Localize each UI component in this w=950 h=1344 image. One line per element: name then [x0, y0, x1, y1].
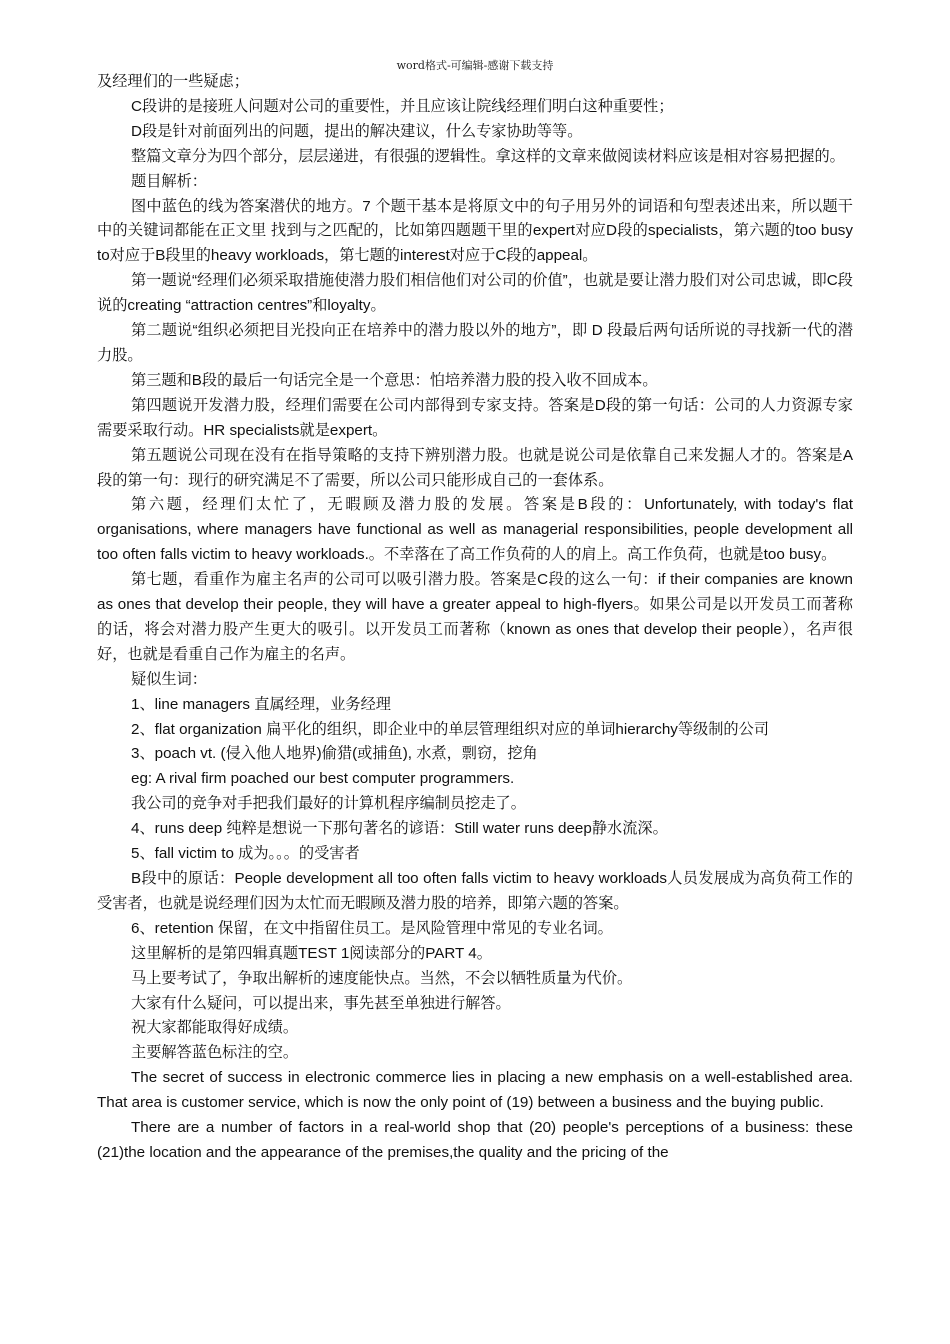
paragraph: 第七题，看重作为雇主名声的公司可以吸引潜力股。答案是C段的这么一句：if their companies are known as ones that develop their people, they will have a greater appeal to high-flyers。如果公司是以开发员工而著称的话，将会对潜力股产生更大的吸引。以开发员工而著称（known as ones that develop their people），名声很好，也就是看重自己作为雇主的名声。	[97, 571, 853, 663]
paragraph: 整篇文章分为四个部分，层层递进，有很强的逻辑性。拿这样的文章来做阅读材料应该是相对容易把握的。	[131, 147, 845, 165]
paragraph: 第五题说公司现在没有在指导策略的支持下辨别潜力股。也就是说公司是依靠自己来发掘人才的。答案是A段的第一句：现行的研究满足不了需要，所以公司只能形成自己的一套体系。	[97, 446, 853, 489]
vocab-item: 4、runs deep 纯粹是想说一下那句著名的谚语：Still water runs deep静水流深。	[131, 820, 668, 838]
paragraph: 马上要考试了，争取出解析的速度能快点。当然，不会以牺牲质量为代价。	[131, 969, 633, 987]
vocab-item: 1、line managers 直属经理，业务经理	[131, 695, 391, 713]
paragraph: 第三题和B段的最后一句话完全是一个意思：怕培养潜力股的投入收不回成本。	[131, 371, 658, 389]
vocab-example-translation: 我公司的竞争对手把我们最好的计算机程序编制员挖走了。	[131, 795, 526, 813]
paragraph: D段是针对前面列出的问题，提出的解决建议，什么专家协助等等。	[131, 122, 583, 140]
document-body	[97, 70, 853, 1166]
paragraph: 第六题，经理们太忙了，无暇顾及潜力股的发展。答案是B段的：Unfortunately, with today's flat organisations, where managers have functional as well as managerial responsibilities, people development all too often falls victim to heavy workloads.。不幸落在了高工作负荷的人的肩上。高工作负荷，也就是too busy。	[97, 496, 853, 564]
english-passage-paragraph: The secret of success in electronic commerce lies in placing a new emphasis on a well-established area. That area is customer service, which is now the only point of (19) between a business and the buying public.	[97, 1069, 853, 1112]
vocab-item: 6、retention 保留，在文中指留住员工。是风险管理中常见的专业名词。	[131, 919, 613, 937]
section-heading: 题目解析：	[131, 172, 207, 190]
paragraph: 大家有什么疑问，可以提出来，事先甚至单独进行解答。	[131, 994, 511, 1012]
section-heading: 疑似生词：	[131, 670, 207, 688]
paragraph: 图中蓝色的线为答案潜伏的地方。7 个题干基本是将原文中的句子用另外的词语和句型表述出来，所以题干中的关键词都能在正文里 找到与之匹配的，比如第四题题干里的expert对应D段的specialists，第六题的too busy to对应于B段里的heavy workloads，第七题的interest对应于C段的appeal。	[97, 197, 853, 265]
paragraph: 祝大家都能取得好成绩。	[131, 1019, 299, 1037]
vocab-item: 3、poach vt. (侵入他人地界)偷猎(或捕鱼), 水煮，剽窃，挖角	[131, 745, 538, 763]
vocab-item: 5、fall victim to 成为。。。的受害者	[131, 845, 360, 863]
paragraph: 第四题说开发潜力股，经理们需要在公司内部得到专家支持。答案是D段的第一句话：公司的人力资源专家需要采取行动。HR specialists就是expert。	[97, 396, 853, 439]
english-passage-paragraph: There are a number of factors in a real-world shop that (20) people's perceptions of a business: these (21)the location and the appearance of the premises,the quality and the pricing of the	[97, 1119, 853, 1161]
paragraph: 第一题说“经理们必须采取措施使潜力股们相信他们对公司的价值”，也就是要让潜力股们对公司忠诚，即C段说的creating “attraction centres”和loyalty。	[97, 272, 853, 315]
paragraph: 第二题说“组织必须把目光投向正在培养中的潜力股以外的地方”，即 D 段最后两句话所说的寻找新一代的潜力股。	[97, 322, 853, 364]
paragraph: 及经理们的一些疑虑；	[97, 73, 249, 90]
vocab-item: 2、flat organization 扁平化的组织，即企业中的单层管理组织对应的单词hierarchy等级制的公司	[131, 720, 769, 738]
paragraph: B段中的原话：People development all too often falls victim to heavy workloads人员发展成为高负荷工作的受害者，也就是说经理们因为太忙而无暇顾及潜力股的培养，即第六题的答案。	[97, 870, 853, 912]
vocab-example: eg: A rival firm poached our best computer programmers.	[131, 770, 515, 788]
paragraph: 这里解析的是第四辑真题TEST 1阅读部分的PART 4。	[131, 944, 492, 962]
paragraph: C段讲的是接班人问题对公司的重要性，并且应该让院线经理们明白这种重要性；	[131, 97, 674, 115]
page-header: word格式-可编辑-感谢下载支持	[396, 59, 554, 72]
paragraph: 主要解答蓝色标注的空。	[131, 1044, 299, 1062]
